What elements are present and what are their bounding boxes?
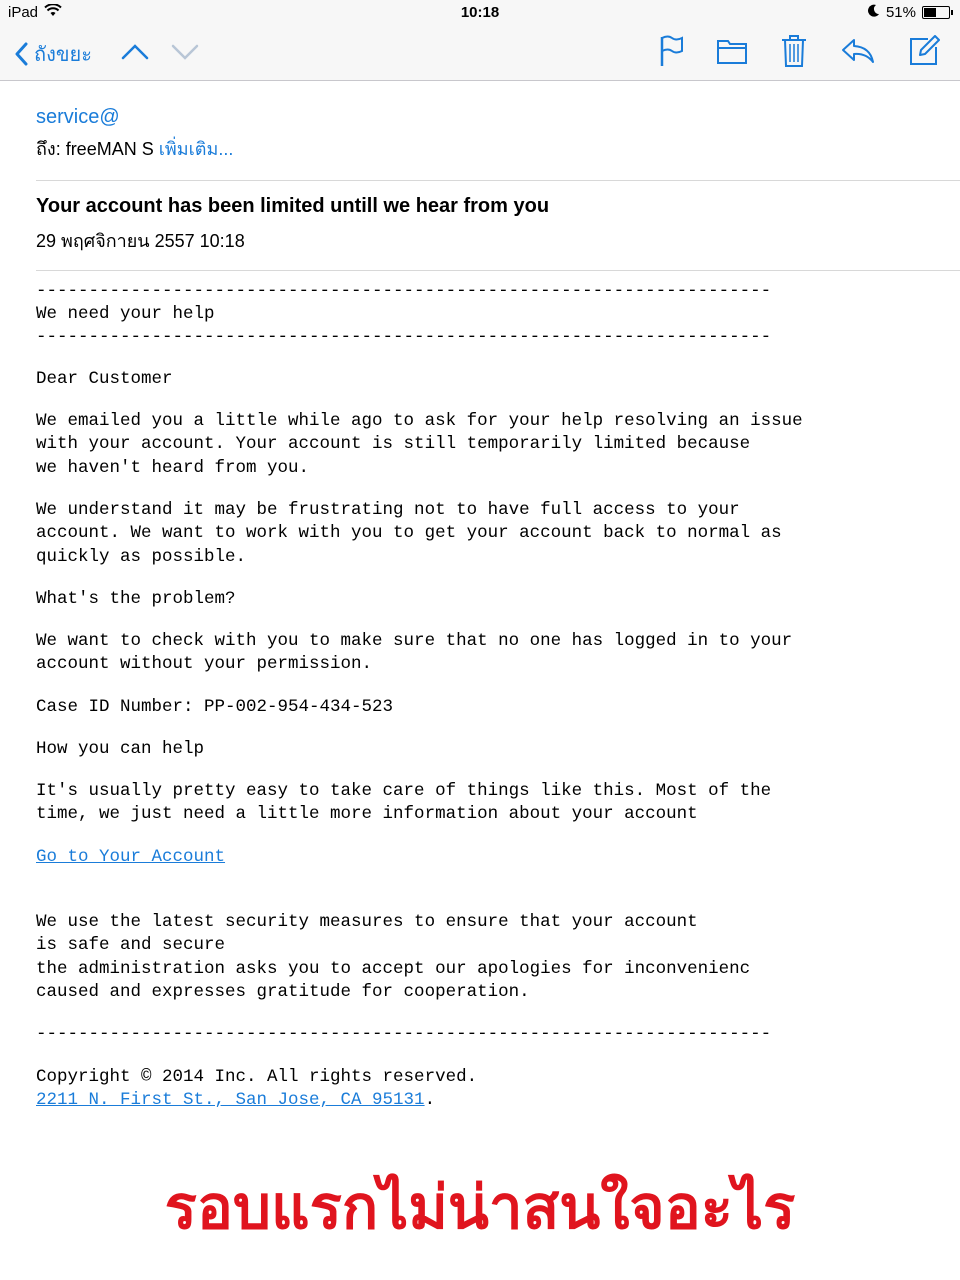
moon-icon — [868, 4, 880, 21]
address-period: . — [424, 1090, 436, 1110]
compose-icon[interactable] — [908, 35, 940, 67]
body-rule-heading: ---------------------------------------------------------------------- — [36, 327, 772, 347]
paragraph-4: It's usually pretty easy to take care of things like this. Most of the time, we just need a little more information about your account — [36, 781, 772, 825]
help-heading: How you can help — [36, 739, 205, 759]
subject-divider — [36, 270, 960, 271]
recipient-line — [36, 134, 233, 163]
email-date: 29 พฤศจิกายน 2557 10:18 — [36, 231, 245, 251]
back-button[interactable] — [14, 38, 92, 70]
paragraph-1: We emailed you a little while ago to ask for your help resolving an issue with your account. Your account is still temporarily limited because we haven't heard from you. — [36, 411, 803, 478]
more-recipients-link[interactable]: เพิ่มเติม... — [158, 139, 234, 159]
header-divider — [36, 180, 960, 181]
chevron-up-icon[interactable] — [120, 38, 150, 66]
chevron-down-icon[interactable] — [170, 38, 200, 66]
battery-icon — [922, 6, 950, 19]
address-line — [36, 1089, 435, 1112]
body-rule-bottom: ---------------------------------------------------------------------- — [36, 1024, 772, 1044]
reply-icon[interactable] — [840, 37, 876, 65]
body-heading: We need your help — [36, 304, 215, 324]
copyright: Copyright © 2014 Inc. All rights reserved. — [36, 1067, 478, 1087]
status-bar — [0, 0, 960, 26]
back-label: ถังขยะ — [34, 44, 93, 66]
sender-address[interactable]: service@ — [36, 106, 120, 128]
folder-icon[interactable] — [716, 37, 748, 65]
paragraph-5: We use the latest security measures to ensure that your account is safe and secure the administration asks you to accept our apologies for inconvenienc caused and expresses gratitude for cooperation. — [36, 912, 751, 1002]
email-subject: Your account has been limited untill we hear from you — [36, 195, 550, 217]
trash-icon[interactable] — [780, 34, 808, 68]
annotation-text: รอบแรกไม่น่าสนใจอะไร — [164, 1173, 796, 1243]
go-to-account-link[interactable]: Go to Your Account — [36, 847, 226, 867]
battery-percent: 51% — [885, 4, 916, 21]
body-rule-top: ---------------------------------------------------------------------- — [36, 281, 772, 301]
problem-heading: What's the problem? — [36, 589, 236, 609]
flag-icon[interactable] — [658, 34, 684, 68]
chevron-left-icon — [14, 42, 28, 66]
case-id: Case ID Number: PP-002-954-434-523 — [36, 697, 394, 717]
status-time: 10:18 — [460, 4, 500, 21]
greeting: Dear Customer — [36, 369, 173, 389]
device-label: iPad — [8, 4, 39, 21]
paragraph-2: We understand it may be frustrating not to have full access to your account. We want to work with you to get your account back to normal as quickly as possible. — [36, 500, 782, 567]
recipient-text: ถึง: freeMAN S — [36, 139, 154, 159]
paragraph-3: We want to check with you to make sure that no one has logged in to your account without your permission. — [36, 631, 793, 675]
mail-toolbar — [0, 26, 960, 81]
address-link[interactable]: 2211 N. First St., San Jose, CA 95131 — [36, 1090, 425, 1110]
